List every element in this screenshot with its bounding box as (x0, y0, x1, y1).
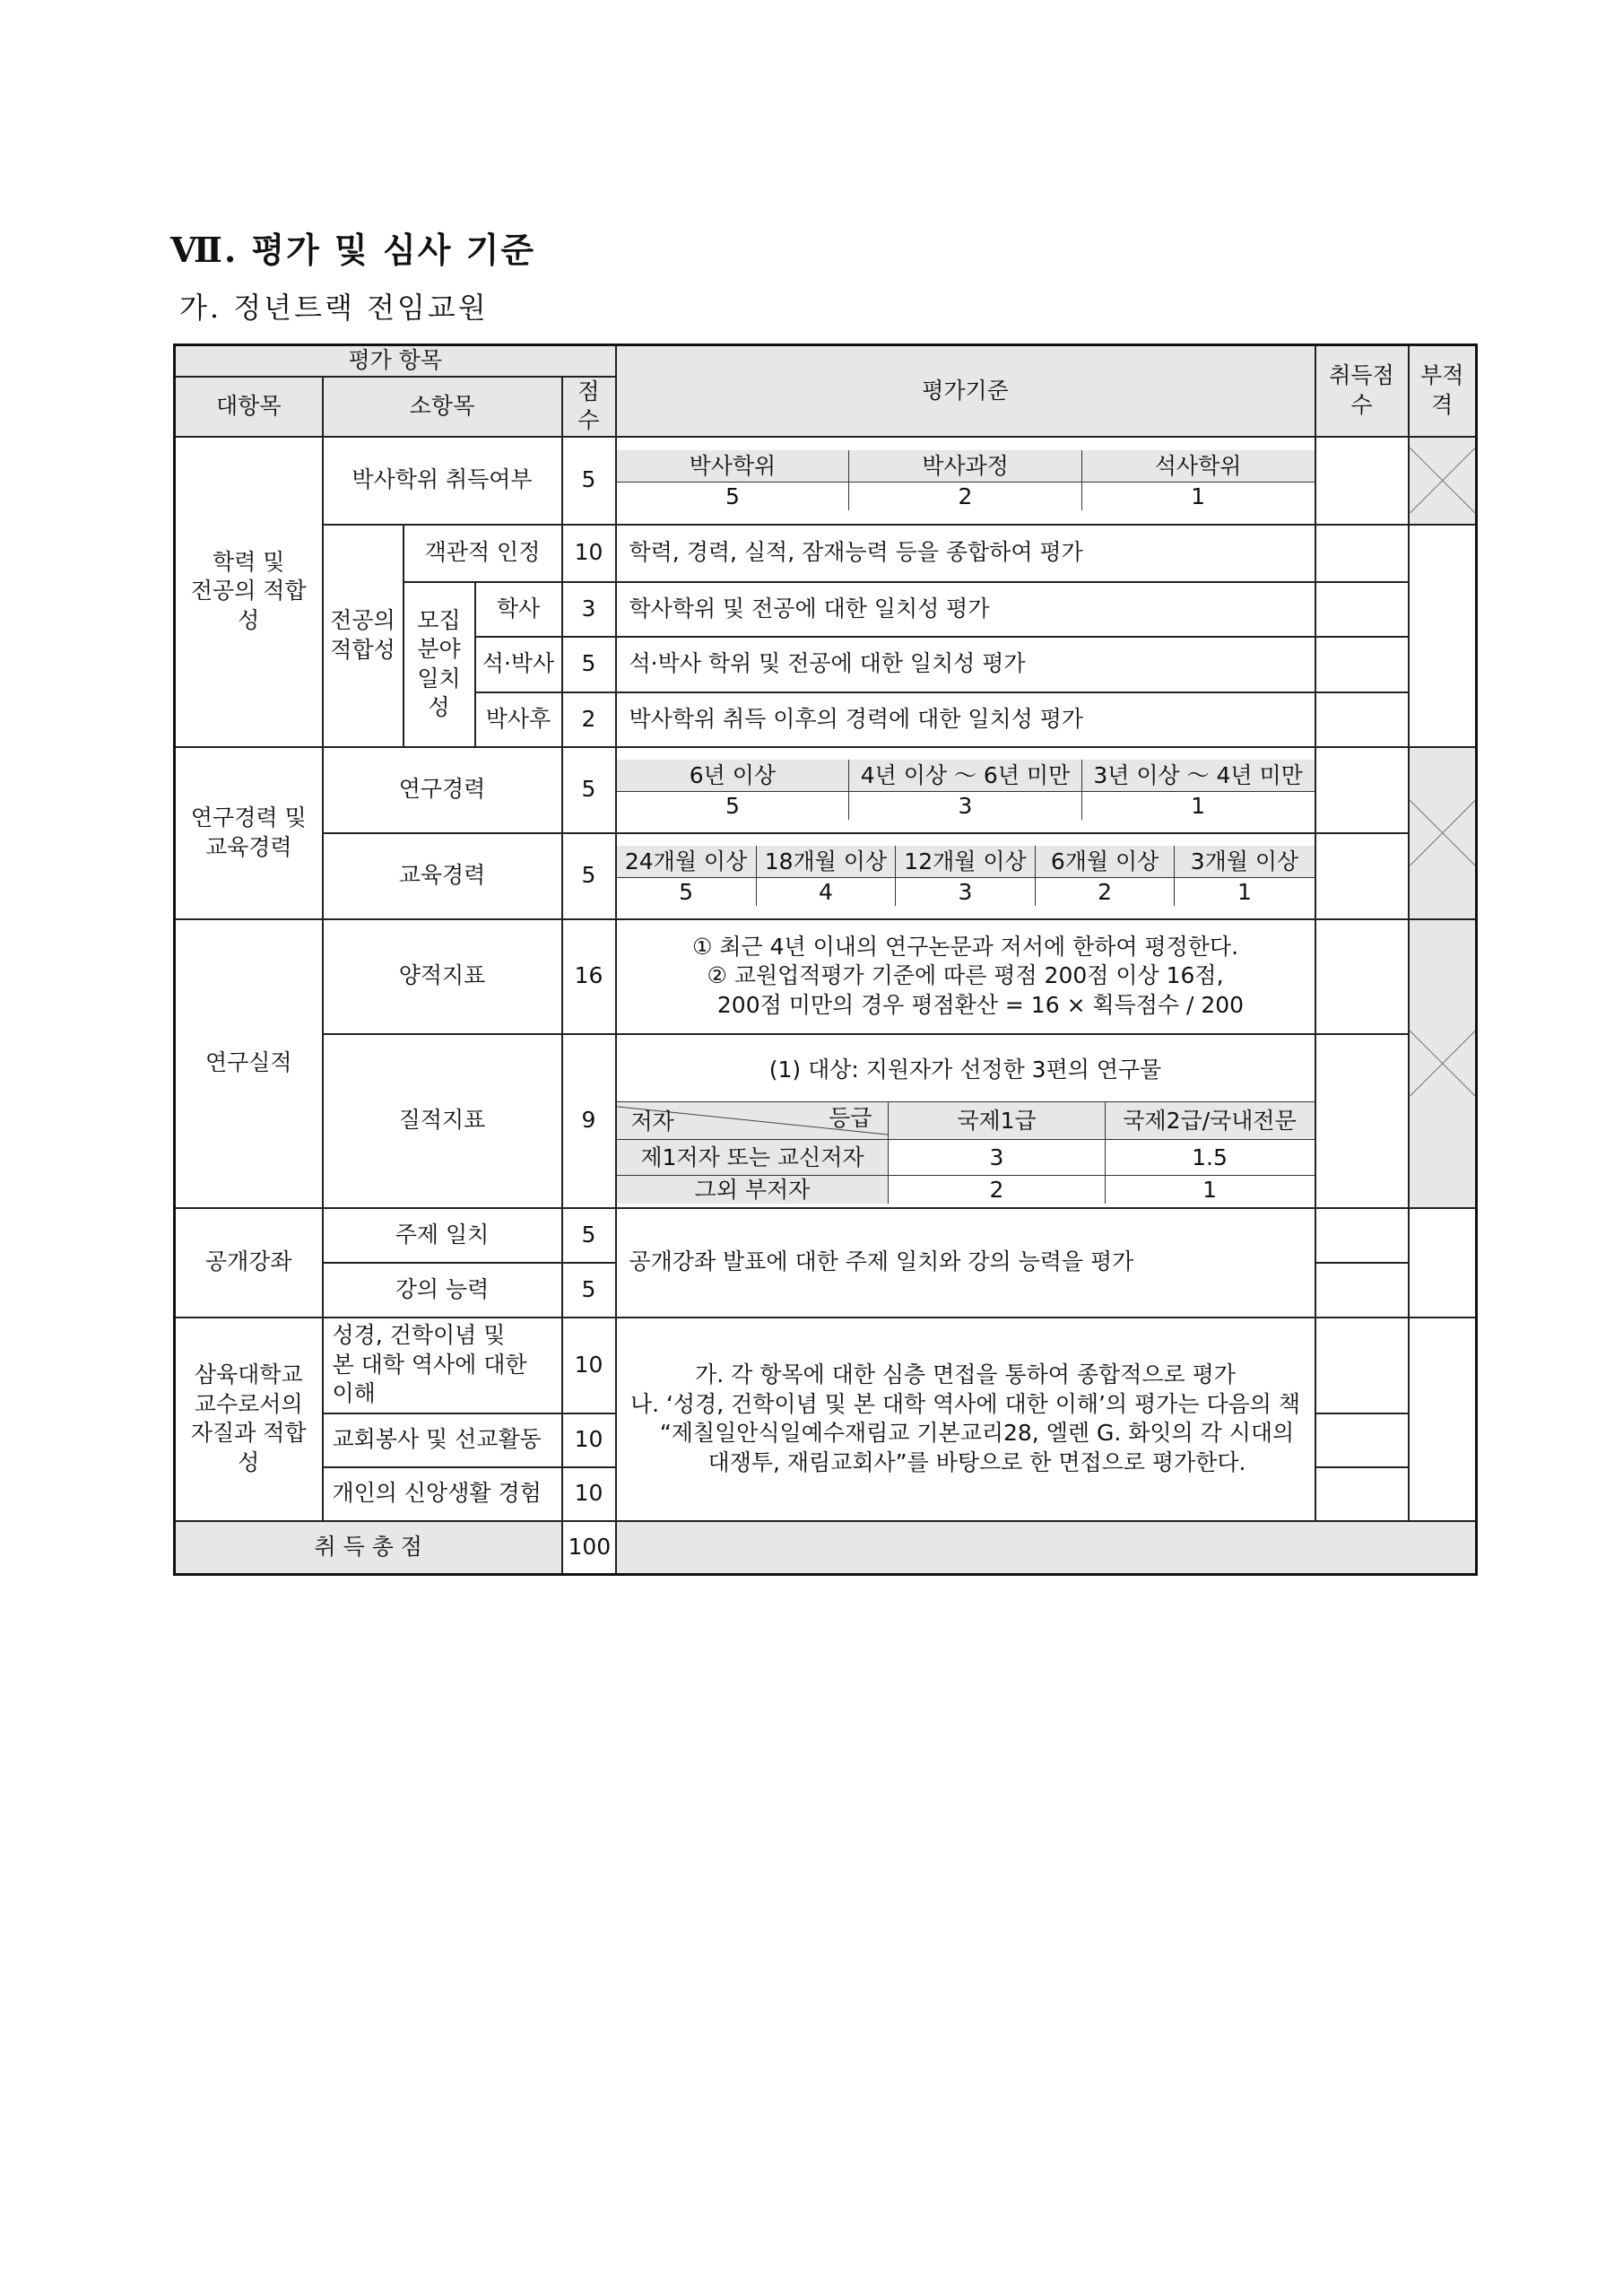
obtained-cell (1315, 919, 1409, 1034)
teaching-label: 교육경력 (323, 833, 562, 919)
doctor-col-0: 박사학위 (617, 450, 849, 483)
topic-label: 주제 일치 (323, 1208, 562, 1263)
postdoc-score: 2 (562, 692, 616, 747)
obtained-cell (1315, 1318, 1409, 1413)
qual-row-label: 그외 부저자 (617, 1176, 889, 1205)
masterdoc-label: 석·박사 (475, 637, 562, 692)
belief-label: 성경, 건학이념 및 본 대학 역사에 대한 이해 (323, 1318, 562, 1413)
obtained-cell (1315, 437, 1409, 525)
sec4-criteria: 공개강좌 발표에 대한 주제 일치와 강의 능력을 평가 (616, 1208, 1315, 1318)
research-score: 5 (562, 747, 616, 833)
qual-score: 9 (562, 1034, 616, 1208)
sec4-name: 공개강좌 (175, 1208, 323, 1318)
obtained-cell (1315, 692, 1409, 747)
obtained-cell (1315, 1263, 1409, 1318)
header-major: 대항목 (175, 377, 323, 437)
research-val-2: 1 (1081, 792, 1314, 821)
sec3-name: 연구실적 (175, 919, 323, 1208)
research-col-0: 6년 이상 (617, 760, 849, 792)
faith-score: 10 (562, 1467, 616, 1521)
sec2-name: 연구경력 및 교육경력 (175, 747, 323, 919)
obtained-cell (1315, 637, 1409, 692)
belief-score: 10 (562, 1318, 616, 1413)
teaching-col-0: 24개월 이상 (617, 846, 757, 878)
sec5-crit4: 대쟁투, 재림교회사”를 바탕으로 한 면접으로 평가한다. (707, 1448, 1246, 1475)
sec1-name: 학력 및 전공의 적합성 (175, 437, 323, 747)
quant-line1: ① 최근 4년 이내의 연구논문과 저서에 한하여 평정한다. (691, 933, 1239, 960)
doctor-val-0: 5 (617, 483, 849, 511)
masterdoc-criteria: 석·박사 학위 및 전공에 대한 일치성 평가 (616, 637, 1315, 692)
major-fit-label: 전공의 적합성 (323, 525, 404, 747)
teaching-val-4: 1 (1175, 878, 1315, 907)
qual-col-1: 국제2급/국내전문 (1105, 1102, 1314, 1140)
teaching-score: 5 (562, 833, 616, 919)
qual-row-val: 1.5 (1105, 1140, 1314, 1176)
qual-col-0: 국제1급 (889, 1102, 1105, 1140)
fail-cell (1409, 1318, 1477, 1521)
research-val-0: 5 (617, 792, 849, 821)
qual-row-label: 제1저자 또는 교신저자 (617, 1140, 889, 1176)
quant-criteria (616, 919, 1315, 1034)
research-val-1: 3 (849, 792, 1081, 821)
objective-criteria: 학력, 경력, 실적, 잠재능력 등을 종합하여 평가 (616, 525, 1315, 582)
obtained-cell (1315, 1034, 1409, 1208)
obtained-cell (1315, 747, 1409, 833)
lecture-score: 5 (562, 1263, 616, 1318)
fail-cross-cell (1409, 437, 1477, 525)
header-eval-items: 평가 항목 (175, 345, 616, 377)
fail-cross-cell (1409, 747, 1477, 919)
qual-label: 질적지표 (323, 1034, 562, 1208)
qual-row-val: 2 (889, 1176, 1105, 1205)
doctor-score: 5 (562, 437, 616, 525)
research-col-1: 4년 이상 ～ 6년 미만 (849, 760, 1081, 792)
doctor-val-1: 2 (849, 483, 1081, 511)
fail-cell (1409, 525, 1477, 747)
quant-line2: ② 교원업적평가 기준에 따른 평점 200점 이상 16점, (707, 962, 1224, 989)
bachelor-criteria: 학사학위 및 전공에 대한 일치성 평가 (616, 582, 1315, 637)
church-label: 교회봉사 및 선교활동 (323, 1413, 562, 1467)
qual-criteria (616, 1034, 1315, 1208)
church-score: 10 (562, 1413, 616, 1467)
topic-score: 5 (562, 1208, 616, 1263)
sec5-name: 삼육대학교 교수로서의 자질과 적합성 (175, 1318, 323, 1521)
research-criteria (616, 747, 1315, 833)
total-label: 취 득 총 점 (175, 1521, 562, 1575)
header-obtained: 취득점수 (1315, 345, 1409, 437)
doctor-col-2: 석사학위 (1081, 450, 1314, 483)
section-subtitle: 가. 정년트랙 전임교원 (179, 291, 489, 325)
obtained-cell (1315, 525, 1409, 582)
header-score: 점수 (562, 377, 616, 437)
quant-label: 양적지표 (323, 919, 562, 1034)
quant-line3: 200점 미만의 경우 평점환산 = 16 × 획득점수 / 200 (716, 991, 1245, 1018)
obtained-cell (1315, 582, 1409, 637)
doctor-val-2: 1 (1081, 483, 1314, 511)
fail-cross-cell (1409, 919, 1477, 1208)
obtained-cell (1315, 833, 1409, 919)
recruit-label: 모집 분야 일치성 (404, 582, 475, 747)
teaching-col-2: 12개월 이상 (896, 846, 1036, 878)
grade-header: 등급 (829, 1105, 872, 1132)
qual-row-val: 1 (1105, 1176, 1314, 1205)
fail-cell (1409, 1208, 1477, 1318)
teaching-col-4: 3개월 이상 (1175, 846, 1315, 878)
doctor-criteria (616, 437, 1315, 525)
postdoc-criteria: 박사학위 취득 이후의 경력에 대한 일치성 평가 (616, 692, 1315, 747)
obtained-cell (1315, 1208, 1409, 1263)
total-score: 100 (562, 1521, 616, 1575)
teaching-val-2: 3 (896, 878, 1036, 907)
teaching-val-1: 4 (756, 878, 896, 907)
lecture-label: 강의 능력 (323, 1263, 562, 1318)
header-criteria: 평가기준 (616, 345, 1315, 437)
quant-score: 16 (562, 919, 616, 1034)
bachelor-label: 학사 (475, 582, 562, 637)
doctor-label: 박사학위 취득여부 (323, 437, 562, 525)
postdoc-label: 박사후 (475, 692, 562, 747)
obtained-cell (1315, 1413, 1409, 1467)
qual-target: (1) 대상: 지원자가 선정한 3편의 연구물 (617, 1038, 1315, 1102)
obtained-cell (1315, 1467, 1409, 1521)
sec5-crit2: 나. ‘성경, 건학이념 및 본 대학 역사에 대한 이해’의 평가는 다음의 책 (629, 1390, 1301, 1417)
bachelor-score: 3 (562, 582, 616, 637)
header-fail: 부적격 (1409, 345, 1477, 437)
research-label: 연구경력 (323, 747, 562, 833)
doctor-col-1: 박사과정 (849, 450, 1081, 483)
research-col-2: 3년 이상 ～ 4년 미만 (1081, 760, 1314, 792)
faith-label: 개인의 신앙생활 경험 (323, 1467, 562, 1521)
objective-score: 10 (562, 525, 616, 582)
teaching-col-1: 18개월 이상 (756, 846, 896, 878)
sec5-crit3: “제칠일안식일예수재림교 기본교리28, 엘렌 G. 화잇의 각 시대의 (659, 1420, 1295, 1446)
sec5-crit1: 가. 각 항목에 대한 심층 면접을 통하여 종합적으로 평가 (695, 1361, 1236, 1387)
total-obtained-cell (616, 1521, 1477, 1575)
objective-label: 객관적 인정 (404, 525, 562, 582)
teaching-val-0: 5 (617, 878, 757, 907)
qual-row-val: 3 (889, 1140, 1105, 1176)
teaching-col-3: 6개월 이상 (1035, 846, 1175, 878)
masterdoc-score: 5 (562, 637, 616, 692)
teaching-criteria (616, 833, 1315, 919)
teaching-val-3: 2 (1035, 878, 1175, 907)
sec5-criteria (616, 1318, 1315, 1521)
author-grade-header (617, 1102, 889, 1140)
author-header: 저자 (630, 1108, 674, 1135)
evaluation-table (173, 344, 1478, 1576)
section-title: Ⅶ. 평가 및 심사 기준 (170, 230, 536, 270)
header-minor: 소항목 (323, 377, 562, 437)
